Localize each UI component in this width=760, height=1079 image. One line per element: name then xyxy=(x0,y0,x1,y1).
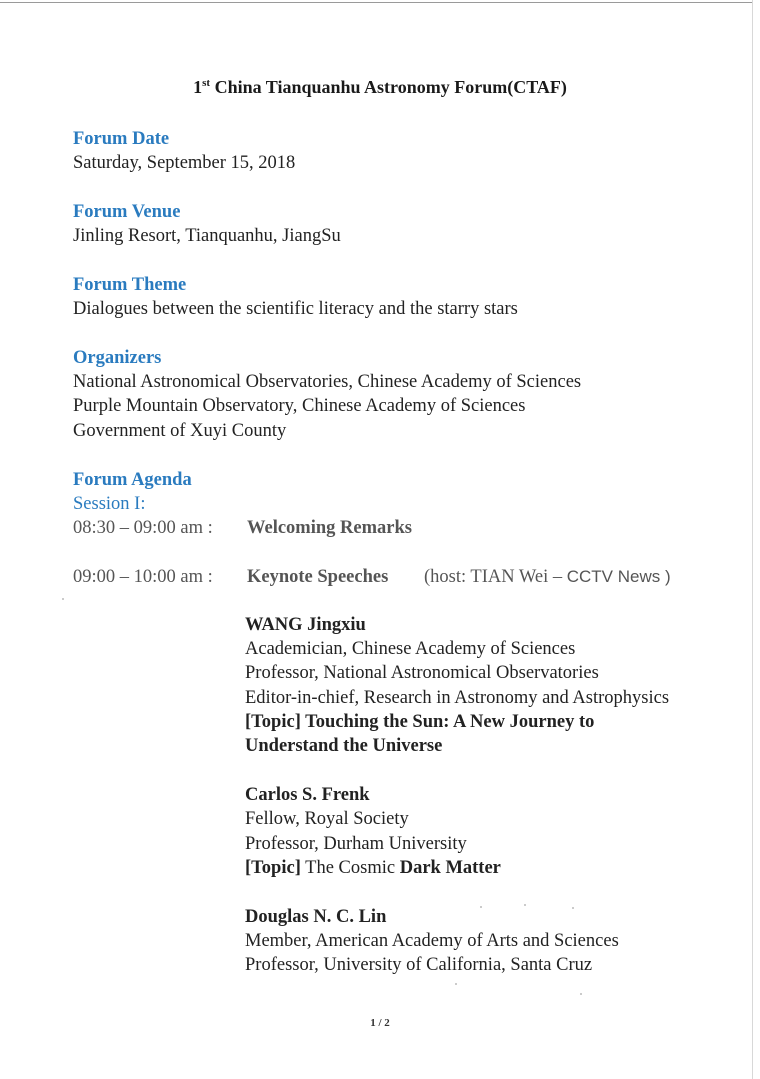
scan-speck xyxy=(62,598,64,600)
organizers-heading: Organizers xyxy=(73,348,162,368)
speaker-name: WANG Jingxiu xyxy=(245,615,366,635)
forum-venue-value: Jinling Resort, Tianquanhu, JiangSu xyxy=(73,226,341,246)
organizer-item: Purple Mountain Observatory, Chinese Academy of Sciences xyxy=(73,396,526,416)
speaker-role: Member, American Academy of Arts and Sciences xyxy=(245,931,619,951)
session-label: Session I: xyxy=(73,494,146,514)
document-title xyxy=(0,77,760,98)
organizer-item: National Astronomical Observatories, Chinese Academy of Sciences xyxy=(73,372,582,392)
topic-text-bold: Dark Matter xyxy=(399,858,501,878)
agenda-host-org: CCTV News ) xyxy=(566,567,671,586)
speaker-name: Douglas N. C. Lin xyxy=(245,907,387,927)
scan-speck xyxy=(580,993,582,995)
agenda-host-text: (host: TIAN Wei – xyxy=(424,567,563,587)
scan-speck xyxy=(572,907,574,909)
speaker-role: Academician, Chinese Academy of Sciences xyxy=(245,639,576,659)
organizer-item: Government of Xuyi County xyxy=(73,421,287,441)
agenda-time: 09:00 – 10:00 am : xyxy=(73,567,213,587)
speaker-topic xyxy=(245,856,501,880)
forum-agenda-heading: Forum Agenda xyxy=(73,470,192,490)
agenda-title: Keynote Speeches xyxy=(247,567,389,587)
forum-theme-value: Dialogues between the scientific literacy and the starry stars xyxy=(73,299,518,319)
title-text: China Tianquanhu Astronomy Forum(CTAF) xyxy=(210,77,567,97)
topic-text: The Cosmic xyxy=(305,858,396,878)
speaker-name: Carlos S. Frenk xyxy=(245,785,370,805)
speaker-topic-continued: Understand the Universe xyxy=(245,736,443,756)
topic-label: [Topic] xyxy=(245,858,301,878)
forum-date-value: Saturday, September 15, 2018 xyxy=(73,153,296,173)
speaker-role: Editor-in-chief, Research in Astronomy and Astrophysics xyxy=(245,688,670,708)
topic-label: [Topic] xyxy=(245,712,301,732)
agenda-time: 08:30 – 09:00 am : xyxy=(73,518,213,538)
speaker-topic xyxy=(245,710,594,734)
agenda-title: Welcoming Remarks xyxy=(247,518,412,538)
scan-speck xyxy=(480,906,482,908)
title-prefix: 1 xyxy=(193,77,203,97)
scan-speck xyxy=(524,904,526,906)
speaker-role: Professor, Durham University xyxy=(245,834,467,854)
page-number: 1 / 2 xyxy=(370,1017,390,1029)
top-border xyxy=(0,2,752,3)
title-superscript: st xyxy=(202,77,211,89)
agenda-host xyxy=(424,565,671,589)
forum-date-heading: Forum Date xyxy=(73,129,170,149)
right-border xyxy=(752,0,753,1079)
scan-speck xyxy=(455,983,457,985)
forum-theme-heading: Forum Theme xyxy=(73,275,187,295)
forum-venue-heading: Forum Venue xyxy=(73,202,181,222)
speaker-role: Fellow, Royal Society xyxy=(245,809,409,829)
topic-text: Touching the Sun: A New Journey to xyxy=(305,712,595,732)
speaker-role: Professor, National Astronomical Observatories xyxy=(245,663,599,683)
speaker-role: Professor, University of California, Santa Cruz xyxy=(245,955,593,975)
